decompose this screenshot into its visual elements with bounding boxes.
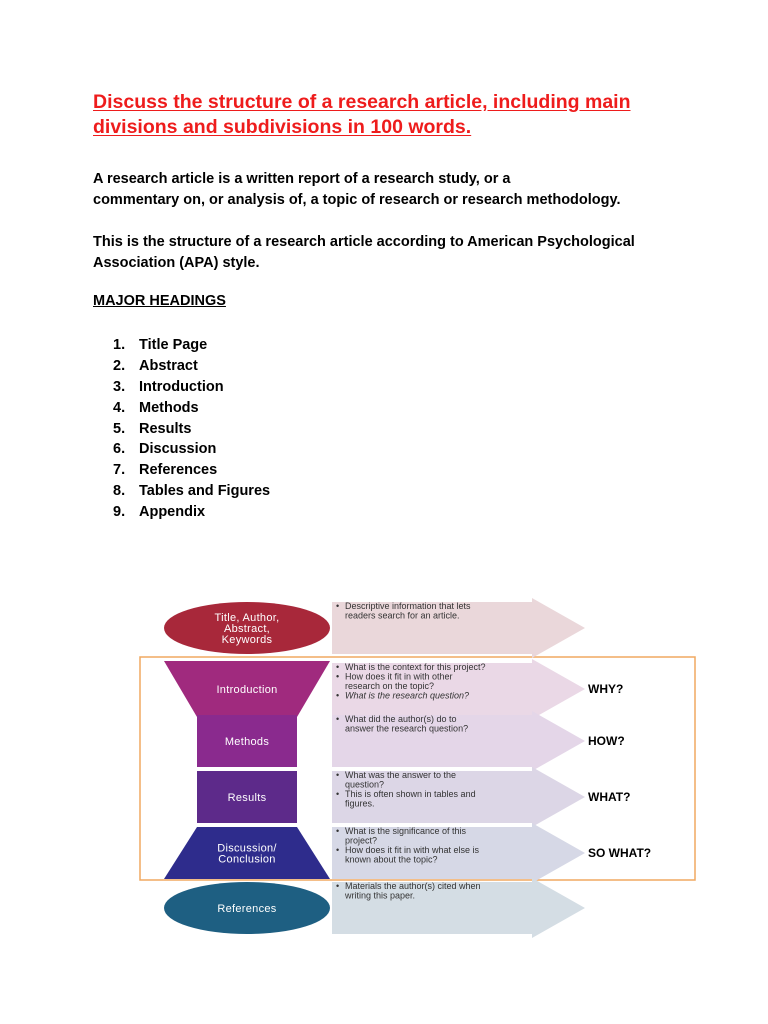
introduction-bullet-dot: •	[336, 690, 340, 701]
references-bullet-dot: •	[336, 881, 340, 891]
title_block-bullet-text: Descriptive information that lets	[345, 601, 471, 611]
discussion-label: Conclusion	[218, 853, 276, 866]
list-item: 2. Abstract	[113, 357, 198, 374]
major-headings-title: MAJOR HEADINGS	[93, 293, 226, 309]
results-question: WHAT?	[588, 790, 631, 804]
introduction-label: Introduction	[216, 684, 278, 696]
title_block-bullet-text: readers search for an article.	[345, 610, 460, 621]
results-bullet-dot: •	[336, 789, 340, 799]
list-item: 9. Appendix	[113, 504, 206, 521]
list-item: 4. Methods	[113, 399, 199, 416]
title_block-label: Abstract,	[223, 623, 271, 635]
discussion-bullet-dot: •	[336, 826, 340, 836]
methods-question: HOW?	[588, 734, 625, 748]
intro-line-2: commentary on, or analysis of, a topic of research or research methodology.	[93, 192, 621, 208]
introduction-question: WHY?	[588, 682, 624, 696]
question-line-2: divisions and subdivisions in 100 words.	[93, 116, 472, 138]
results-bullet-text: What was the answer to the	[345, 770, 457, 780]
references-label: References	[217, 903, 277, 915]
title_block-label: Keywords	[221, 634, 273, 646]
title_block-bullet-dot: •	[336, 601, 340, 611]
intro-line-1: A research article is a written report of a research study, or a	[93, 171, 511, 187]
discussion-label: Discussion/	[217, 842, 277, 855]
results-bullet-text: question?	[345, 779, 385, 790]
discussion-bullet-text: project?	[345, 835, 378, 846]
list-item: 1. Title Page	[113, 337, 208, 353]
results-label: Results	[227, 792, 267, 804]
introduction-bullet-text: What is the research question?	[345, 690, 470, 701]
discussion-bullet-text: What is the significance of this	[345, 826, 467, 836]
apa-line-2: Association (APA) style.	[93, 255, 260, 271]
discussion-question: SO WHAT?	[588, 846, 652, 860]
references-bullet-text: writing this paper.	[345, 890, 416, 901]
methods-bullet-text: answer the research question?	[345, 723, 469, 734]
list-item: 6. Discussion	[113, 441, 217, 458]
discussion-bullet-text: known about the topic?	[345, 854, 438, 865]
list-item: 3. Introduction	[113, 378, 224, 395]
introduction-bullet-dot: •	[336, 662, 340, 672]
list-item: 5. Results	[113, 420, 192, 437]
introduction-bullet-text: research on the topic?	[345, 681, 435, 691]
results-bullet-text: This is often shown in tables and	[345, 789, 476, 799]
question-line-1: Discuss the structure of a research article, including main	[93, 91, 631, 113]
methods-bullet-dot: •	[336, 714, 340, 724]
discussion-bullet-dot: •	[336, 845, 340, 855]
methods-bullet-text: What did the author(s) do to	[345, 714, 457, 724]
introduction-bullet-text: What is the context for this project?	[345, 662, 486, 672]
discussion-bullet-text: How does it fit in with what else is	[345, 845, 480, 855]
references-bullet-text: Materials the author(s) cited when	[345, 881, 481, 891]
introduction-bullet-dot: •	[336, 671, 340, 682]
apa-line-1: This is the structure of a research article according to American Psychological	[93, 234, 635, 250]
methods-label: Methods	[224, 736, 270, 748]
results-bullet-text: figures.	[345, 798, 375, 809]
results-bullet-dot: •	[336, 770, 340, 780]
list-item: 7. References	[113, 462, 218, 479]
title_block-label: Title, Author,	[214, 612, 280, 624]
list-item: 8. Tables and Figures	[113, 483, 271, 500]
introduction-bullet-text: How does it fit in with other	[345, 671, 453, 682]
